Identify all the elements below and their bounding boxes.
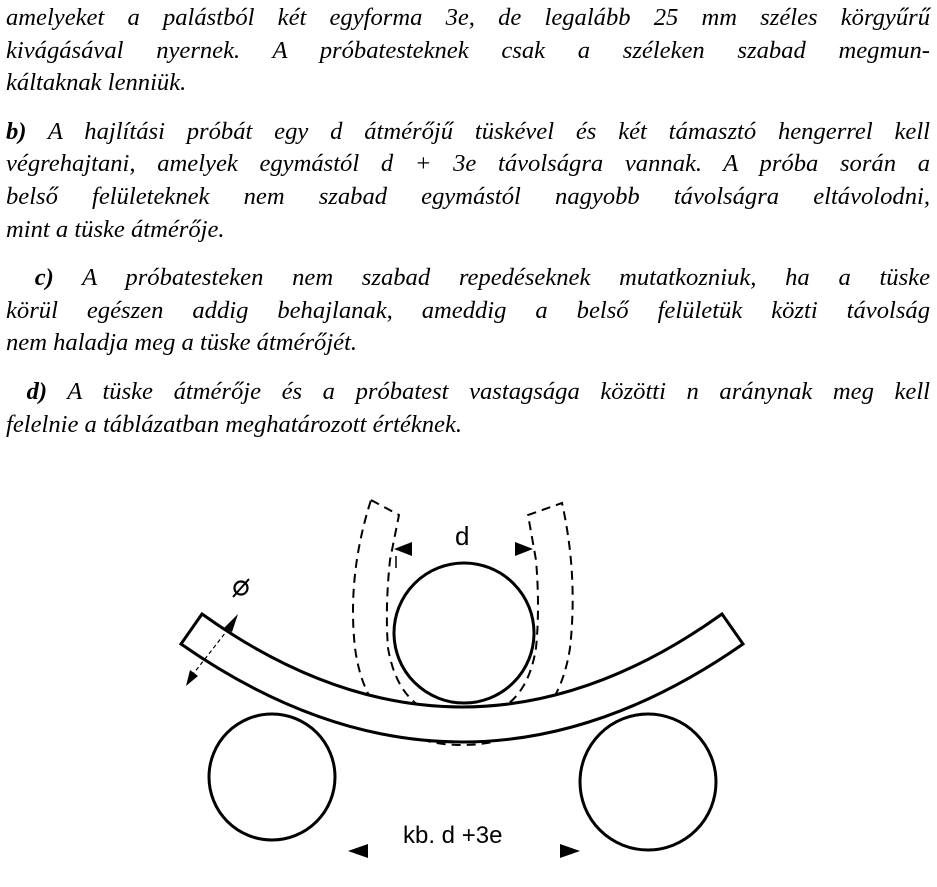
diameter-label: d — [455, 521, 470, 551]
text-line: nem haladja meg a tüske átmérőjét. — [6, 329, 358, 357]
text-line: amelyeket a palástból két egyforma 3e, de legalább 25 mm széles körgyűrű — [6, 4, 930, 31]
support-roller-right — [580, 714, 716, 850]
text-line: körül egészen addig behajlanak, ameddig a belső felületük közti távolság — [6, 296, 930, 324]
mandrel — [394, 563, 534, 703]
text-line: káltaknak lenniük. — [6, 69, 187, 97]
arrow-icon — [394, 542, 412, 556]
paragraph-label: d) — [26, 377, 48, 405]
text-line: b) A hajlítási próbát egy d átmérőjű tüskével és két támasztó hengerrel kell — [6, 117, 930, 145]
distance-label: kb. d +3e — [403, 822, 503, 849]
text-line: belső felületeknek nem szabad egymástól nagyobb távolságra eltávolodni, — [6, 182, 930, 210]
text-line: kivágásával nyernek. A próbatesteknek csak a széleken szabad megmun- — [6, 36, 930, 64]
paragraph-label: c) — [34, 264, 54, 292]
arrow-icon — [560, 844, 580, 858]
text-line: végrehajtani, amelyek egymástól d + 3e távolságra vannak. A próba során a — [6, 150, 930, 178]
arrow-icon — [515, 542, 533, 556]
support-roller-left — [209, 714, 335, 840]
arrow-icon — [186, 670, 198, 686]
text-line: felelnie a táblázatban meghatározott értéknek. — [6, 410, 463, 438]
text-line: d) A tüske átmérője és a próbatest vastagsága közötti n aránynak meg kell — [26, 377, 930, 405]
arrow-icon — [348, 844, 368, 858]
paragraph-label: b) — [6, 117, 27, 145]
text-line: c) A próbatesteken nem szabad repedéseknek mutatkozniuk, ha a tüske — [34, 264, 930, 292]
thickness-label — [233, 0, 501, 597]
text-line: mint a tüske átmérője. — [6, 215, 225, 243]
